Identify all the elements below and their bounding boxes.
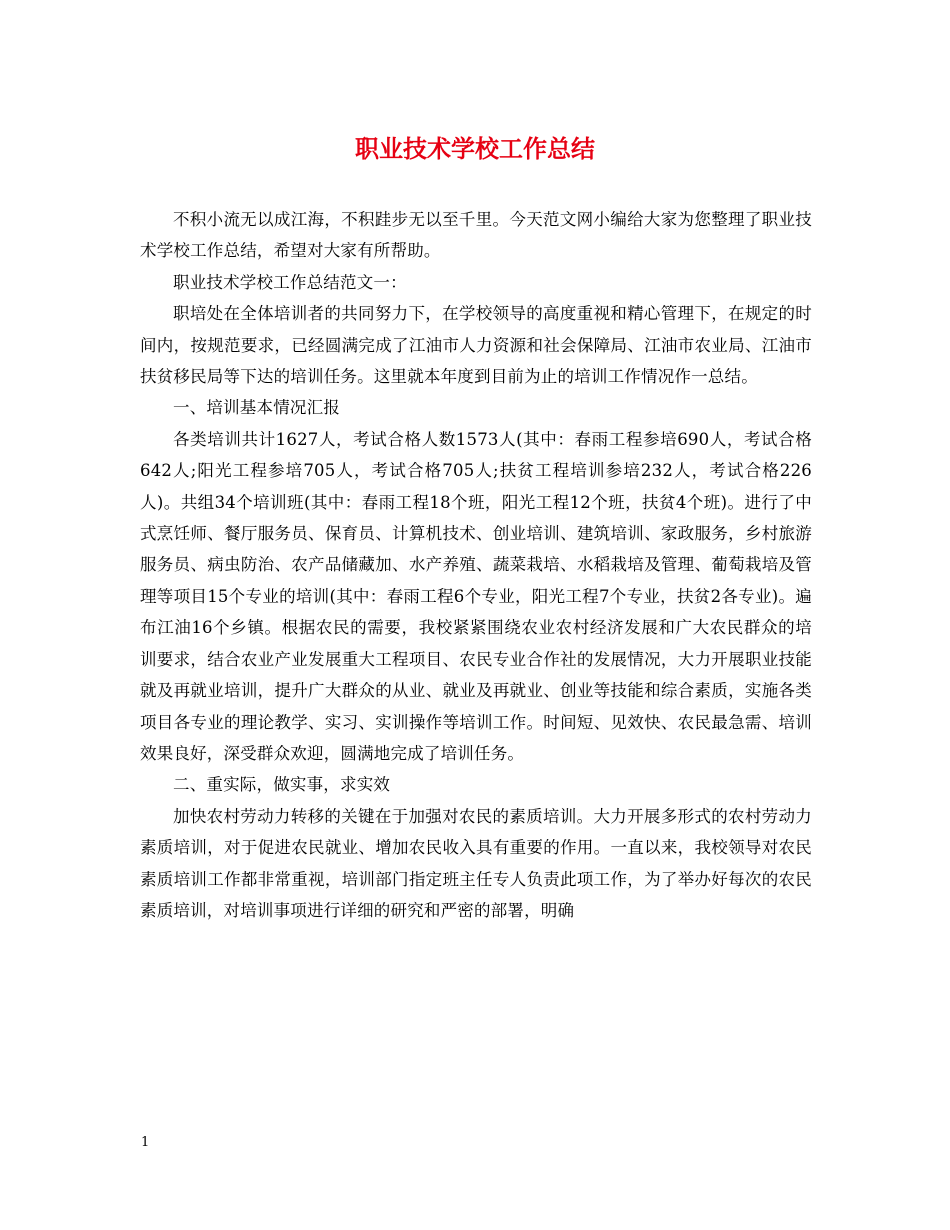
paragraph-intro: 不积小流无以成江海，不积跬步无以至千里。今天范文网小编给大家为您整理了职业技术学校工作总结，希望对大家有所帮助。 (140, 210, 812, 261)
document-title: 职业技术学校工作总结 (355, 135, 595, 163)
paragraph-quality-training: 加快农村劳动力转移的关键在于加强对农民的素质培训。大力开展多形式的农村劳动力素质培训，对于促进农民就业、增加农民收入具有重要的作用。一直以来，我校领导对农民素质培训工作都非常重视，培训部门指定班主任专人负责此项工作，为了举办好每次的农民素质培训，对培训事项进行详细的研究和严密的部署，明确 (140, 806, 812, 920)
document-body (140, 204, 812, 926)
paragraph-sample-heading: 职业技术学校工作总结范文一： (173, 272, 407, 292)
paragraph-overview: 职培处在全体培训者的共同努力下，在学校领导的高度重视和精心管理下，在规定的时间内，按规范要求，已经圆满完成了江油市人力资源和社会保障局、江油市农业局、江油市扶贫移民局等下达的培训任务。这里就本年度到目前为止的培训工作情况作一总结。 (140, 304, 812, 387)
section-heading-1: 一、培训基本情况汇报 (173, 398, 340, 418)
paragraph-training-details: 各类培训共计1627人，考试合格人数1573人(其中：春雨工程参培690人，考试合格642人;阳光工程参培705人，考试合格705人;扶贫工程培训参培232人，考试合格226人)。共组34个培训班(其中：春雨工程18个班，阳光工程12个班，扶贫4个班)。进行了中式烹饪师、餐厅服务员、保育员、计算机技术、创业培训、建筑培训、家政服务，乡村旅游服务员、病虫防治、农产品储藏加、水产养殖、蔬菜栽培、水稻栽培及管理、葡萄栽培及管理等项目15个专业的培训(其中：春雨工程6个专业，阳光工程7个专业，扶贫2各专业)。遍布江油16个乡镇。根据农民的需要，我校紧紧围绕农业农村经济发展和广大农民群众的培训要求，结合农业产业发展重大工程项目、农民专业合作社的发展情况，大力开展职业技能就及再就业培训，提升广大群众的从业、就业及再就业、创业等技能和综合素质，实施各类项目各专业的理论教学、实习、实训操作等培训工作。时间短、见效快、农民最急需、培训效果良好，深受群众欢迎，圆满地完成了培训任务。 (140, 429, 812, 763)
section-heading-2: 二、重实际，做实事，求实效 (173, 775, 391, 795)
page-number: 1 (141, 1135, 150, 1150)
